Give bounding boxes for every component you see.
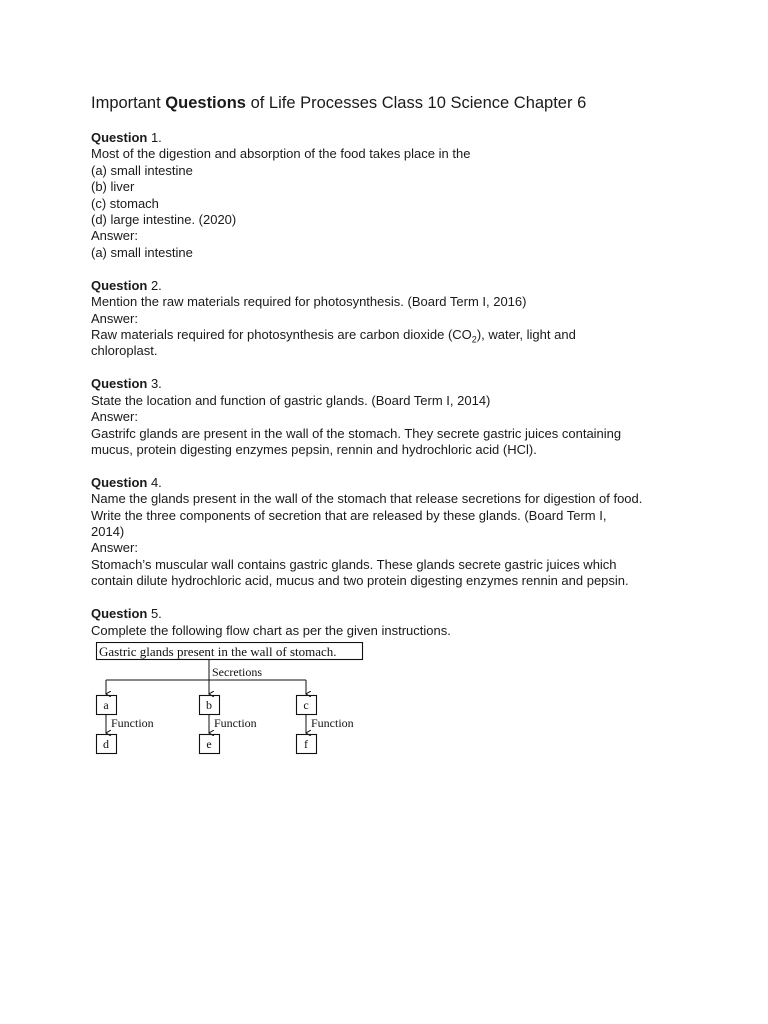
answer-text: Raw materials required for photosynthesis are carbon dioxide $(CO_2)$, water, light and (91, 326, 576, 345)
flow-function-label-3: Function (311, 715, 354, 730)
document-page (91, 92, 691, 764)
question-3 (91, 376, 691, 458)
flow-chart (91, 642, 391, 764)
answer-text: Gastrifc glands are present in the wall of the stomach. They secrete gastric juices containing (91, 425, 622, 441)
question-text-cont: Write the three components of secretion that are released by these glands. (Board Term I, (91, 507, 607, 523)
page-title (91, 92, 691, 114)
title-bold-word: Questions (165, 94, 246, 112)
answer-text-cont: contain dilute hydrochloric acid, mucus and two protein digesting enzymes rennin and pepsin. (91, 573, 629, 589)
option-c: (c) stomach (91, 195, 159, 211)
option-a: (a) small intestine (91, 162, 193, 178)
flow-box-d-label: d (103, 736, 109, 751)
option-b: (b) liver (91, 179, 135, 195)
title-suffix: of Life Processes Class 10 Science Chapter 6 (245, 94, 587, 112)
question-heading: Question 3. (91, 376, 162, 392)
option-d: (d) large intestine. (2020) (91, 212, 237, 228)
flow-chart-lines (91, 642, 391, 764)
title-prefix: Important (91, 94, 166, 112)
question-2 (91, 278, 691, 360)
question-text: Complete the following flow chart as per the given instructions. (91, 622, 451, 638)
question-heading: Question 2. (91, 277, 162, 293)
flow-box-f-label: f (304, 736, 308, 751)
question-heading: Question 4. (91, 474, 162, 490)
question-text: Mention the raw materials required for photosynthesis. (Board Term I, 2016) (91, 294, 527, 310)
flow-box-a-label: a (103, 697, 109, 712)
question-5 (91, 606, 691, 639)
question-heading: Question 5. (91, 606, 162, 622)
question-1 (91, 130, 691, 261)
flow-head-label: Gastric glands present in the wall of stomach. (99, 643, 337, 659)
answer-label: Answer: (91, 310, 138, 326)
flow-function-label-2: Function (214, 715, 257, 730)
flow-box-c-label: c (303, 697, 309, 712)
question-heading: Question 1. (91, 130, 162, 145)
answer-label: Answer: (91, 409, 138, 425)
answer-label: Answer: (91, 228, 138, 244)
answer-label: Answer: (91, 540, 138, 556)
question-4 (91, 475, 691, 590)
answer-text-cont: mucus, protein digesting enzymes pepsin, rennin and hydrochloric acid (HCl). (91, 441, 537, 457)
flow-secretions-label: Secretions (212, 664, 262, 679)
answer-text: Stomach’s muscular wall contains gastric glands. These glands secrete gastric juices which (91, 556, 617, 572)
flow-box-b-label: b (206, 697, 212, 712)
answer-text: (a) small intestine (91, 244, 193, 260)
question-text: Name the glands present in the wall of the stomach that release secretions for digestion of food. (91, 491, 643, 507)
flow-function-label-1: Function (111, 715, 154, 730)
answer-text-cont: chloroplast. (91, 343, 158, 359)
question-text-cont: 2014) (91, 524, 125, 540)
question-text: State the location and function of gastric glands. (Board Term I, 2014) (91, 392, 491, 408)
flow-box-e-label: e (206, 736, 212, 751)
question-text: Most of the digestion and absorption of the food takes place in the (91, 146, 471, 162)
